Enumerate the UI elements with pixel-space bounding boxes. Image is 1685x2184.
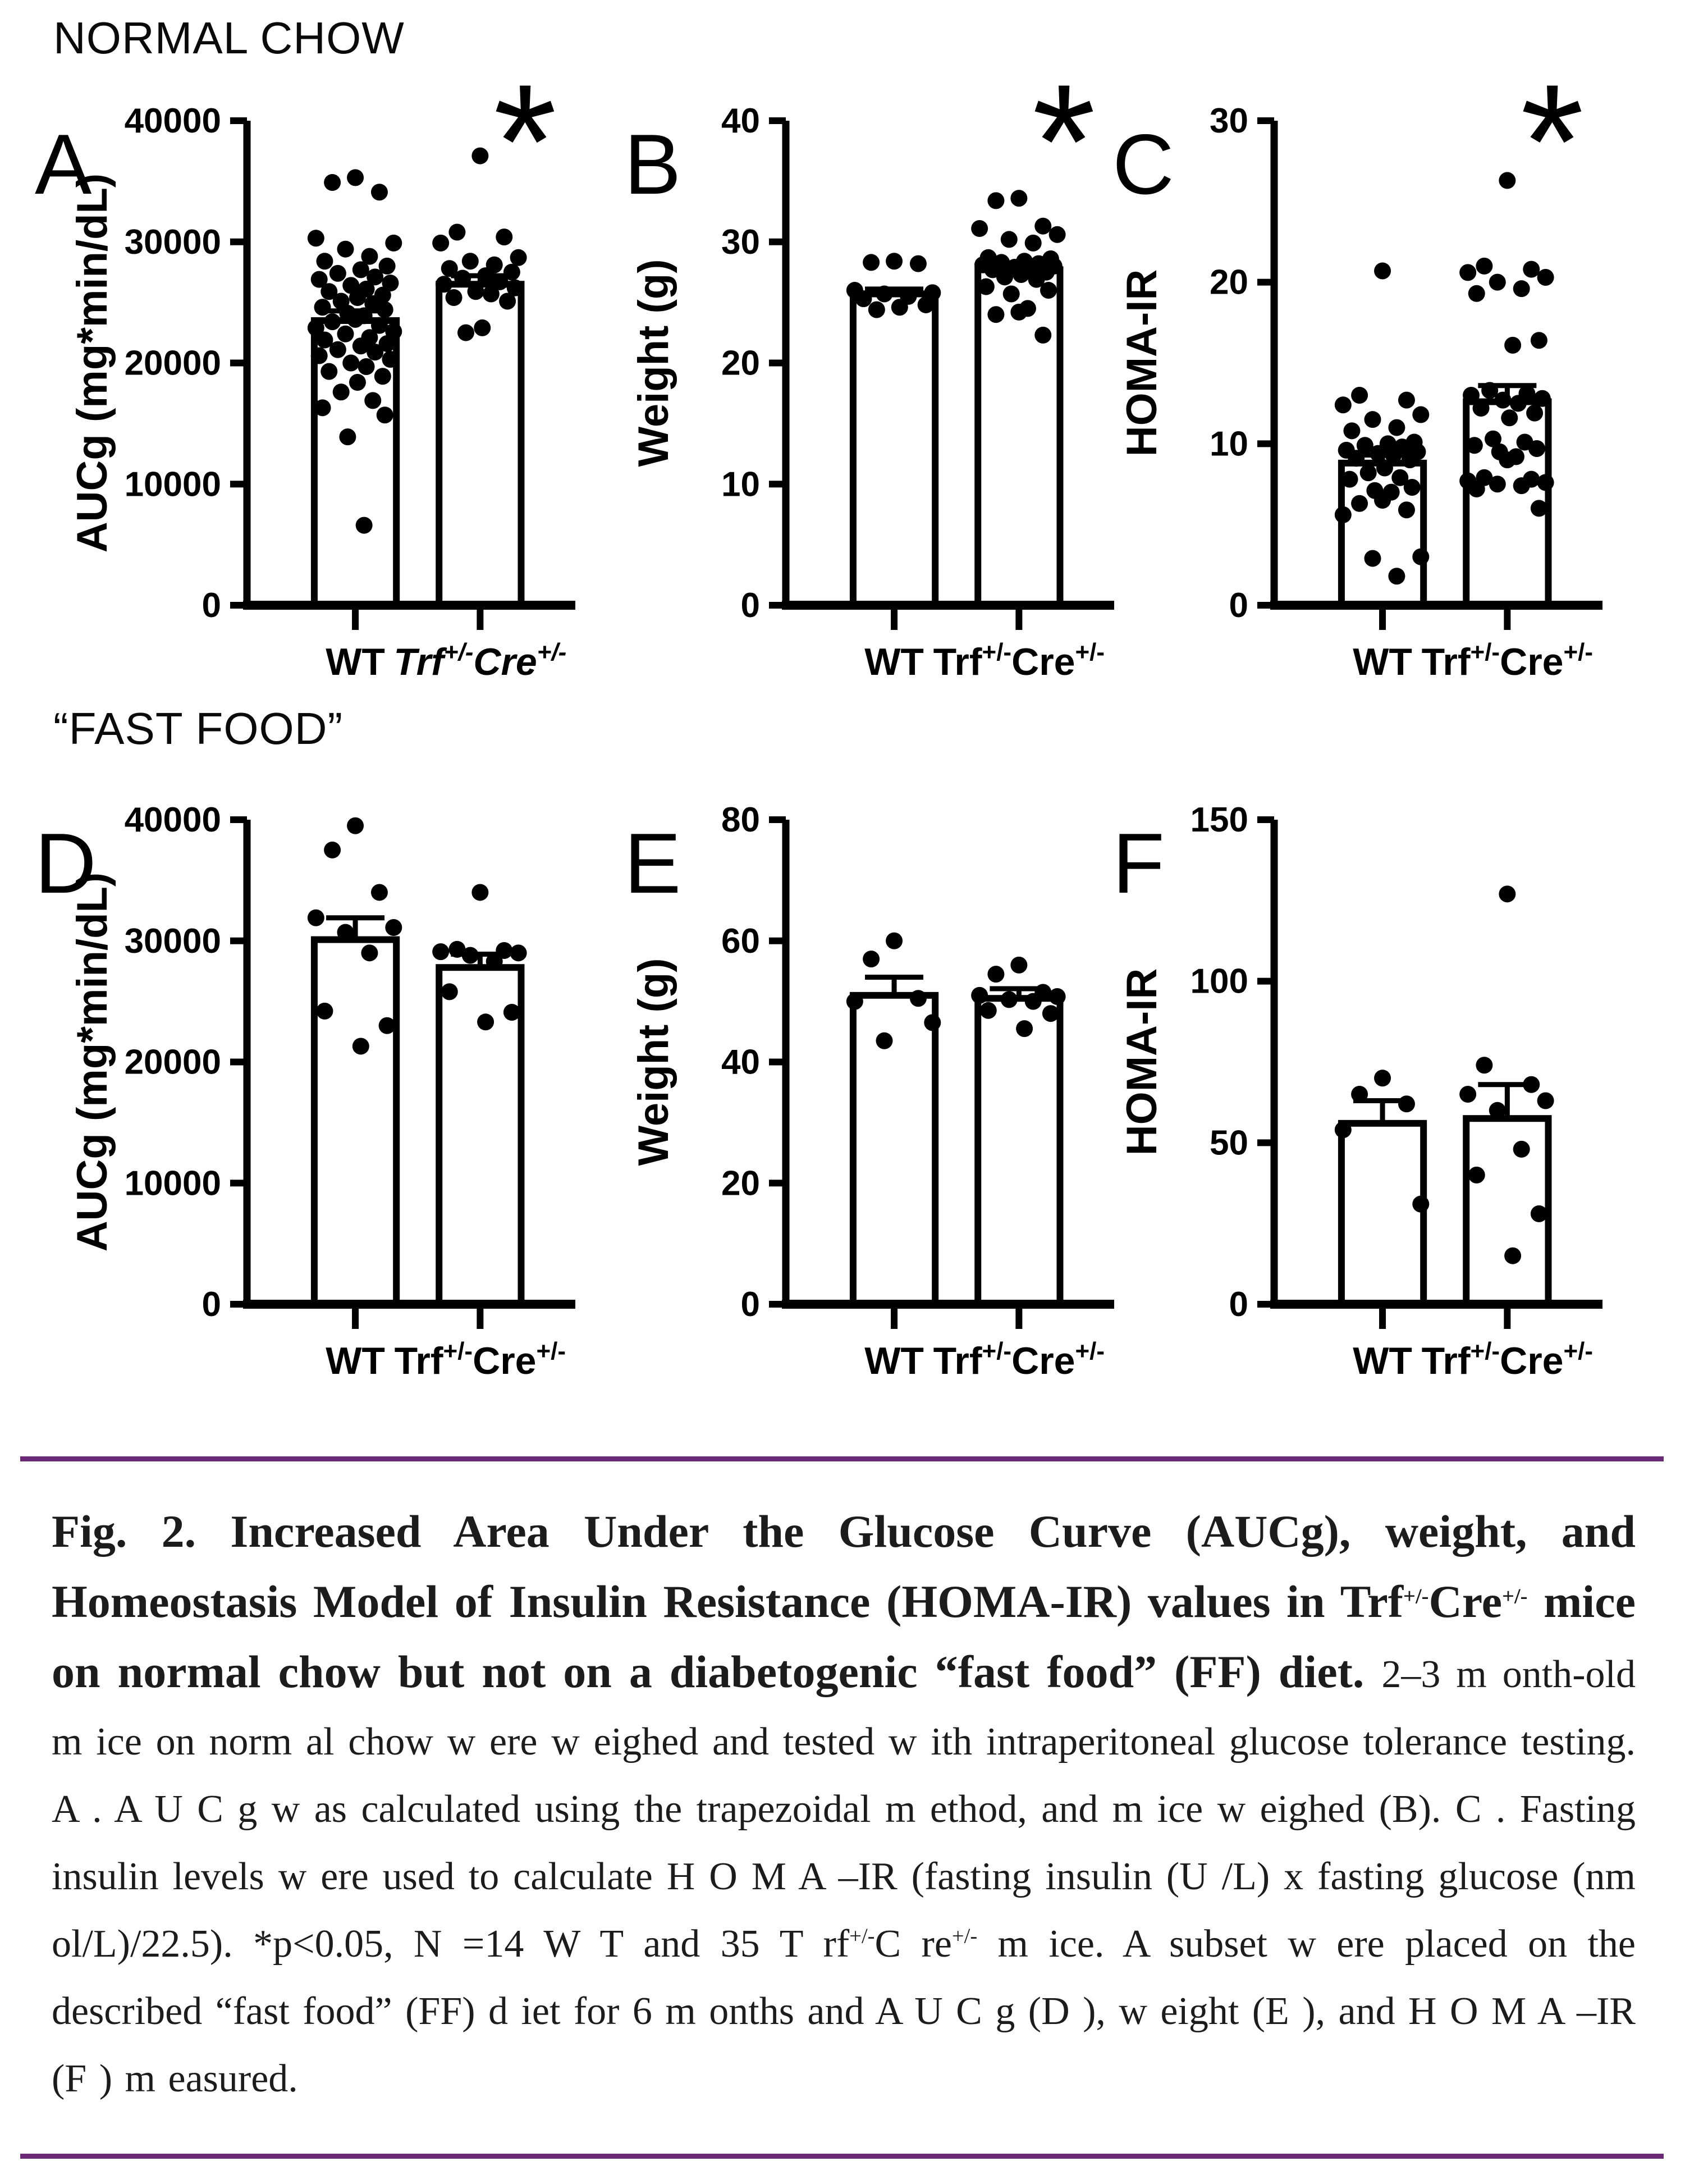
- data-point: [1489, 274, 1506, 291]
- y-tick-label: 50: [1210, 1123, 1248, 1163]
- y-tick-label: 0: [202, 586, 221, 625]
- divider-bottom: [20, 2154, 1664, 2159]
- data-point: [377, 406, 393, 423]
- group-label-Trf-Cre: Trf+/-Cre+/-: [1421, 1337, 1594, 1382]
- data-point: [846, 993, 863, 1010]
- data-point: [361, 944, 378, 961]
- y-tick-label: 10000: [124, 1164, 221, 1203]
- data-point: [863, 951, 880, 967]
- y-tick-label: 80: [721, 801, 760, 839]
- y-axis-title: HOMA-IR: [1118, 968, 1166, 1156]
- chart-E: [612, 750, 1173, 1446]
- y-tick-label: 40000: [124, 801, 221, 839]
- data-point: [377, 301, 393, 318]
- data-point: [1459, 264, 1476, 281]
- data-point: [987, 966, 1004, 983]
- data-point: [1537, 269, 1554, 286]
- data-point: [1388, 568, 1405, 584]
- data-point: [1499, 451, 1515, 468]
- data-point: [448, 223, 465, 240]
- data-point: [1468, 1167, 1485, 1184]
- data-point: [314, 399, 331, 416]
- y-tick-label: 20: [721, 344, 760, 383]
- data-point: [971, 987, 988, 1004]
- data-point: [1370, 445, 1386, 462]
- data-point: [510, 249, 527, 266]
- data-point: [1510, 395, 1527, 412]
- panel-letter: D: [35, 816, 97, 911]
- data-point: [349, 289, 366, 306]
- data-point: [1335, 396, 1352, 413]
- data-point: [347, 817, 364, 834]
- x-axis: [243, 605, 575, 630]
- caption-body-text: C re: [874, 1922, 952, 1966]
- chart-D: [22, 750, 584, 1446]
- data-point: [996, 268, 1013, 285]
- y-tick-label: 0: [740, 586, 760, 625]
- data-point: [432, 235, 449, 252]
- chart-F: [1100, 750, 1661, 1446]
- data-point: [1523, 1076, 1540, 1093]
- data-point: [1534, 390, 1551, 407]
- data-point: [1499, 172, 1515, 189]
- y-axis-title: AUCg (mg*min/dL): [68, 173, 116, 553]
- data-point: [1010, 190, 1027, 207]
- chart-A: [22, 51, 584, 747]
- data-point: [337, 924, 354, 941]
- chart-B: [612, 51, 1173, 747]
- data-point: [1513, 280, 1530, 297]
- bar-Trf-Cre: [978, 998, 1060, 1304]
- data-point: [1412, 406, 1429, 423]
- data-point: [1335, 1121, 1352, 1138]
- x-axis: [243, 1304, 575, 1329]
- data-point: [1348, 450, 1365, 467]
- data-point: [1365, 411, 1381, 428]
- data-point: [349, 374, 366, 391]
- data-point: [1374, 263, 1391, 280]
- y-tick-label: 30000: [124, 222, 221, 262]
- data-point: [1476, 1057, 1492, 1073]
- y-axis: [68, 102, 247, 625]
- data-point: [891, 299, 908, 316]
- data-point: [510, 944, 527, 961]
- y-tick-label: 0: [202, 1285, 221, 1324]
- data-point: [1537, 474, 1554, 491]
- data-point: [1040, 282, 1057, 299]
- data-point: [462, 253, 479, 269]
- data-point: [1404, 479, 1421, 496]
- chart-C: [1100, 51, 1661, 747]
- data-point: [316, 253, 333, 269]
- group-label-Trf-Cre: Trf+/-Cre+/-: [394, 1337, 566, 1382]
- data-point: [1531, 500, 1547, 517]
- y-tick-label: 40: [721, 102, 760, 140]
- data-point: [1501, 409, 1518, 426]
- data-point: [358, 358, 375, 375]
- data-point: [1034, 327, 1051, 344]
- panel-B: [612, 51, 1173, 747]
- data-point: [352, 1038, 369, 1054]
- data-point: [1504, 1248, 1521, 1264]
- significance-asterisk: *: [493, 51, 557, 232]
- data-point: [347, 311, 364, 328]
- y-tick-label: 100: [1190, 962, 1248, 1001]
- caption-bold-text: +/-: [1502, 1584, 1528, 1609]
- caption-body-text: m ice. A subset w ere placed on the described “fast food” (FF) d iet for 6 m onths and A U C g (D ), w eight (E ), and H O M A –IR (F ) m easured.: [52, 1922, 1636, 2100]
- group-label-WT: WT: [1353, 1340, 1412, 1382]
- data-point: [486, 953, 503, 970]
- data-point: [441, 983, 458, 1000]
- data-point: [1398, 392, 1415, 409]
- data-point: [1513, 1141, 1530, 1158]
- data-point: [385, 919, 402, 936]
- data-point: [1489, 1102, 1506, 1119]
- data-point: [324, 174, 341, 191]
- data-point: [1513, 477, 1530, 494]
- data-point: [347, 169, 364, 186]
- caption-body-text: 2–3 m onth-old m ice on norm al chow w ere w eighed and tested w ith intraperitoneal glucose tolerance testing. A . A U C g w as calculated using the trapezoidal m ethod, and m ice w eighed (B). C . Fasting insulin levels w ere used to calculate H O M A –IR (fasting insulin (U /L) x fasting glucose (nm ol/L)/22.5). *p<0.05, N =14 W T and 35 T rf: [52, 1653, 1636, 1966]
- data-point: [1010, 957, 1027, 974]
- data-point: [855, 290, 872, 307]
- data-point: [367, 344, 383, 360]
- data-point: [503, 1004, 520, 1021]
- data-point: [324, 313, 341, 330]
- y-axis-title: HOMA-IR: [1118, 269, 1166, 457]
- data-point: [385, 235, 402, 252]
- data-point: [987, 192, 1004, 209]
- caption-bold-text: Fig. 2. Increased Area Under the Glucose Curve (AUCg), weight, and Homeostasis Model of Insulin Resistance (HOMA-IR) values in Trf: [52, 1506, 1636, 1627]
- data-point: [371, 884, 388, 901]
- data-point: [462, 947, 479, 964]
- data-point: [454, 269, 471, 286]
- data-point: [324, 842, 341, 858]
- y-tick-label: 20: [1210, 263, 1248, 302]
- figure-caption: [52, 1498, 1636, 2113]
- data-point: [910, 990, 927, 1007]
- panel-D: [22, 750, 584, 1446]
- data-point: [1351, 495, 1368, 512]
- data-point: [432, 943, 449, 960]
- y-tick-label: 10000: [124, 465, 221, 504]
- caption-body-text: +/-: [951, 1924, 978, 1948]
- data-point: [339, 428, 356, 445]
- data-point: [320, 363, 337, 380]
- panel-letter: A: [35, 117, 92, 212]
- y-tick-label: 30: [1210, 102, 1248, 140]
- y-tick-label: 20000: [124, 1043, 221, 1082]
- data-point: [1412, 1196, 1429, 1213]
- y-tick-label: 60: [721, 921, 760, 961]
- group-label-WT: WT: [864, 1340, 924, 1382]
- divider-top: [20, 1456, 1664, 1461]
- x-axis: [1270, 605, 1602, 630]
- y-tick-label: 20000: [124, 344, 221, 383]
- data-point: [471, 884, 488, 901]
- y-tick-label: 30000: [124, 921, 221, 961]
- data-point: [1468, 285, 1485, 302]
- data-point: [863, 254, 880, 271]
- data-point: [876, 1032, 893, 1049]
- data-point: [457, 325, 474, 341]
- data-point: [1025, 235, 1042, 252]
- caption-bold-text: Cre: [1428, 1576, 1503, 1627]
- data-point: [868, 301, 885, 318]
- group-label-Trf-Cre: Trf+/-Cre+/-: [1421, 638, 1594, 683]
- data-point: [1402, 451, 1418, 468]
- data-point: [1412, 549, 1429, 565]
- data-point: [918, 296, 935, 313]
- data-point: [477, 1013, 494, 1030]
- data-point: [374, 368, 391, 385]
- group-label-WT: WT: [326, 641, 385, 683]
- x-axis: [782, 605, 1114, 630]
- bar-WT: [853, 995, 935, 1304]
- data-point: [382, 351, 399, 368]
- data-point: [1351, 387, 1368, 404]
- caption-body-text: +/-: [849, 1924, 875, 1948]
- data-point: [971, 220, 988, 237]
- data-point: [1001, 991, 1018, 1008]
- data-point: [924, 1014, 941, 1031]
- data-point: [352, 261, 369, 278]
- data-point: [1001, 231, 1018, 248]
- data-point: [1398, 501, 1415, 518]
- panel-letter: B: [624, 117, 681, 212]
- data-point: [1499, 885, 1515, 902]
- data-point: [1376, 459, 1393, 476]
- y-tick-label: 0: [740, 1285, 760, 1324]
- data-point: [1473, 400, 1490, 417]
- group-label-WT: WT: [864, 641, 924, 683]
- data-point: [1526, 405, 1543, 422]
- y-tick-label: 0: [1229, 1285, 1248, 1324]
- data-point: [1388, 419, 1405, 436]
- panel-letter: E: [624, 816, 681, 911]
- bar-WT: [853, 294, 935, 605]
- y-tick-label: 20: [721, 1164, 760, 1203]
- data-point: [1531, 1205, 1547, 1222]
- data-point: [308, 910, 324, 926]
- panel-C: [1100, 51, 1661, 747]
- data-point: [311, 348, 328, 364]
- data-point: [1531, 332, 1547, 349]
- data-point: [1365, 550, 1381, 567]
- data-point: [1528, 440, 1545, 457]
- data-point: [1010, 304, 1027, 321]
- data-point: [1351, 1086, 1368, 1103]
- data-point: [1374, 492, 1391, 509]
- data-point: [329, 265, 346, 282]
- data-point: [886, 253, 903, 269]
- group-label-WT: WT: [326, 1340, 385, 1382]
- data-point: [316, 1003, 333, 1020]
- data-point: [1341, 471, 1358, 488]
- data-point: [1504, 337, 1521, 354]
- data-point: [980, 1002, 997, 1019]
- data-point: [1466, 437, 1483, 454]
- data-point: [886, 933, 903, 949]
- panel-F: [1100, 750, 1661, 1446]
- data-point: [1343, 422, 1360, 439]
- data-point: [910, 255, 927, 272]
- data-point: [314, 299, 331, 316]
- data-point: [1003, 286, 1020, 303]
- group-label-Trf-Cre: Trf+/-Cre+/-: [933, 638, 1105, 683]
- group-label-WT: WT: [1353, 641, 1412, 683]
- y-tick-label: 40000: [124, 102, 221, 140]
- y-axis-title: Weight (g): [630, 259, 677, 467]
- data-point: [308, 230, 324, 246]
- data-point: [342, 355, 359, 372]
- data-point: [1523, 261, 1540, 278]
- data-point: [1468, 481, 1485, 497]
- data-point: [337, 326, 354, 342]
- data-point: [1360, 464, 1377, 481]
- row-header-fast-food: “FAST FOOD”: [53, 703, 344, 753]
- data-point: [446, 289, 463, 306]
- x-axis: [782, 1304, 1114, 1329]
- data-point: [1042, 1005, 1059, 1022]
- data-point: [1374, 1070, 1391, 1086]
- panel-letter: F: [1112, 816, 1165, 911]
- data-point: [978, 278, 995, 295]
- y-axis-title: Weight (g): [630, 958, 677, 1166]
- significance-asterisk: *: [1520, 51, 1584, 232]
- bar-WT: [314, 940, 396, 1304]
- y-axis-title: AUCg (mg*min/dL): [68, 872, 116, 1252]
- data-point: [1016, 1020, 1033, 1037]
- data-point: [1013, 266, 1029, 283]
- data-point: [1025, 993, 1042, 1010]
- group-label-Trf-Cre: Trf+/-Cre+/-: [933, 1337, 1105, 1382]
- data-point: [474, 319, 491, 336]
- data-point: [1049, 988, 1066, 1005]
- y-tick-label: 10: [721, 465, 760, 504]
- data-point: [379, 1017, 396, 1034]
- y-tick-label: 40: [721, 1043, 760, 1082]
- data-point: [1459, 1086, 1476, 1103]
- data-point: [356, 517, 373, 534]
- panel-letter: C: [1112, 117, 1174, 212]
- data-point: [1398, 1095, 1415, 1112]
- data-point: [471, 148, 488, 165]
- caption-bold-text: +/-: [1403, 1584, 1429, 1609]
- data-point: [1489, 476, 1506, 492]
- y-tick-label: 10: [1210, 424, 1248, 464]
- significance-asterisk: *: [1032, 51, 1096, 232]
- caption-bold-text: mice on normal chow but not on a diabetogenic “fast food” (FF) diet.: [52, 1576, 1636, 1697]
- data-point: [987, 306, 1004, 323]
- data-point: [1335, 506, 1352, 523]
- data-point: [468, 283, 484, 300]
- bar-WT: [1341, 1123, 1423, 1304]
- data-point: [1537, 1093, 1554, 1109]
- y-tick-label: 30: [721, 222, 760, 262]
- data-point: [483, 286, 500, 303]
- data-point: [1476, 258, 1492, 275]
- data-point: [371, 184, 388, 200]
- data-point: [499, 293, 516, 309]
- panel-E: [612, 750, 1173, 1446]
- row-header-normal-chow: NORMAL CHOW: [53, 13, 405, 63]
- x-axis: [1270, 1304, 1602, 1329]
- data-point: [333, 383, 350, 400]
- data-point: [364, 392, 381, 409]
- y-axis: [68, 801, 247, 1324]
- data-point: [1495, 392, 1512, 409]
- data-point: [337, 241, 354, 258]
- panel-A: [22, 51, 584, 747]
- group-label-Trf-Cre: Trf+/-Cre+/-: [393, 638, 567, 683]
- y-tick-label: 0: [1229, 586, 1248, 625]
- data-point: [876, 286, 893, 303]
- y-tick-label: 150: [1190, 801, 1248, 839]
- data-point: [329, 341, 346, 358]
